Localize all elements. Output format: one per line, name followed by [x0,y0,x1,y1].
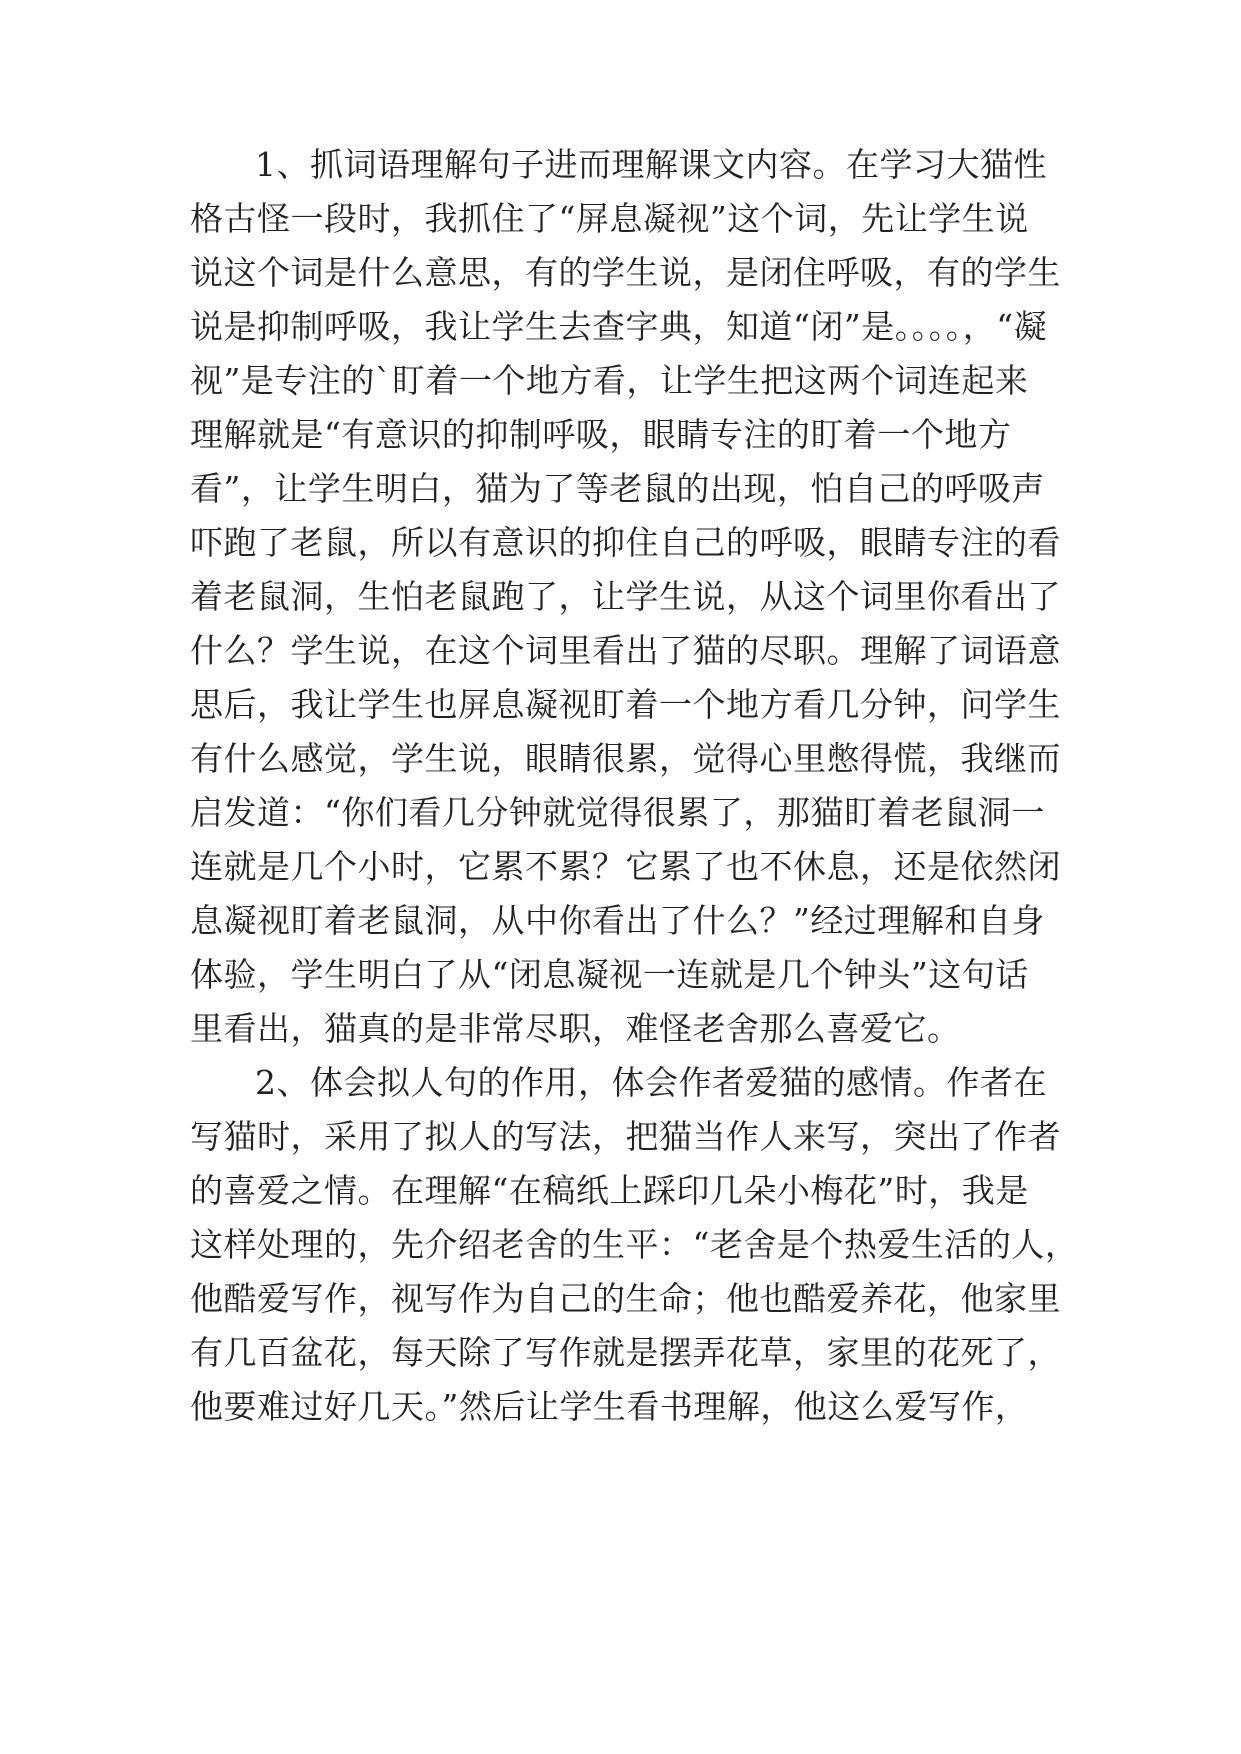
paragraph-1-line-5: 视”是专注的`盯着一个地方看，让学生把这两个词连起来 [190,361,1029,400]
paragraph-1-line-10: 什么？学生说，在这个词里看出了猫的尽职。理解了词语意 [190,631,1061,670]
paragraph-1-line-11: 思后，我让学生也屏息凝视盯着一个地方看几分钟，问学生 [190,685,1061,724]
paragraph-1-line-6: 理解就是“有意识的抑制呼吸，眼睛专注的盯着一个地方 [190,415,1012,454]
paragraph-1-line-12: 有什么感觉，学生说，眼睛很累，觉得心里憋得慌，我继而 [190,739,1061,778]
paragraph-2-line-5: 他酷爱写作，视写作为自己的生命；他也酷爱养花，他家里 [190,1279,1061,1318]
paragraph-2-line-6: 有几百盆花，每天除了写作就是摆弄花草，家里的花死了， [190,1333,1061,1372]
paragraph-2-line-1: 2、体会拟人句的作用，体会作者爱猫的感情。作者在 [255,1063,1047,1102]
paragraph-2-line-4: 这样处理的，先介绍老舍的生平：“老舍是个热爱生活的人， [190,1225,1079,1264]
paragraph-1-line-13: 启发道：“你们看几分钟就觉得很累了，那猫盯着老鼠洞一 [190,793,1045,832]
paragraph-1-line-4: 说是抑制呼吸，我让学生去查字典，知道“闭”是。。。。，“凝 [190,307,1048,346]
paragraph-1-line-7: 看”，让学生明白，猫为了等老鼠的出现，怕自己的呼吸声 [190,469,1045,508]
paragraph-1-line-9: 着老鼠洞，生怕老鼠跑了，让学生说，从这个词里你看出了 [190,577,1061,616]
paragraph-1-line-17: 里看出，猫真的是非常尽职，难怪老舍那么喜爱它。 [190,1009,961,1048]
paragraph-1-line-14: 连就是几个小时，它累不累？它累了也不休息，还是依然闭 [190,847,1061,886]
paragraph-1-line-8: 吓跑了老鼠，所以有意识的抑住自己的呼吸，眼睛专注的看 [190,523,1061,562]
paragraph-2-line-2: 写猫时，采用了拟人的写法，把猫当作人来写，突出了作者 [190,1117,1061,1156]
paragraph-1-line-1: 1、抓词语理解句子进而理解课文内容。在学习大猫性 [255,145,1047,184]
paragraph-1-line-3: 说这个词是什么意思，有的学生说，是闭住呼吸，有的学生 [190,253,1061,292]
paragraph-1-line-2: 格古怪一段时，我抓住了“屏息凝视”这个词，先让学生说 [190,199,1029,238]
paragraph-2-line-7: 他要难过好几天。”然后让学生看书理解，他这么爱写作， [190,1387,1029,1426]
paragraph-1-line-15: 息凝视盯着老鼠洞，从中你看出了什么？”经过理解和自身 [190,901,1045,940]
paragraph-2-line-3: 的喜爱之情。在理解“在稿纸上踩印几朵小梅花”时，我是 [190,1171,1029,1210]
paragraph-1-line-16: 体验，学生明白了从“闭息凝视一连就是几个钟头”这句话 [190,955,1029,994]
